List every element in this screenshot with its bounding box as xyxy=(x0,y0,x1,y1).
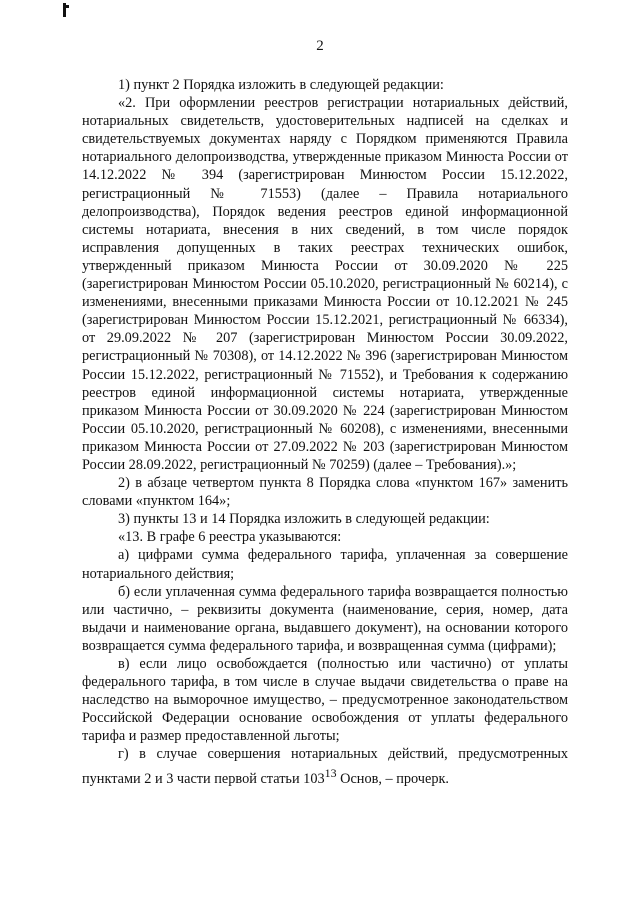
paragraph: б) если уплаченная сумма федерального тарифа возвращается полностью или частично, – реквизиты документа (наименование, серия, номер, дата выдачи и наименование органа, выдавшего документ), на основании которого возвращается сумма федерального тарифа, и возвращенная сумма (цифрами); xyxy=(82,583,568,654)
paragraph: 1) пункт 2 Порядка изложить в следующей редакции: xyxy=(118,77,444,93)
paragraph: «13. В графе 6 реестра указываются: xyxy=(118,529,342,546)
paragraph: в) если лицо освобождается (полностью или частично) от уплаты федерального тарифа, в том числе в случае выдачи свидетельства о праве на наследство на выморочное имущество, – предусмотренное законодательством Российской Федерации основание освобождения от уплаты федерального тарифа и размер предоставленной льготы; xyxy=(82,656,568,745)
paragraph: а) цифрами сумма федерального тарифа, уплаченная за совершение нотариального действия; xyxy=(82,547,568,582)
article-superscript: 13 xyxy=(324,765,337,780)
paragraph: 2) в абзаце четвертом пункта 8 Порядка слова «пунктом 167» заменить словами «пунктом 164»; xyxy=(82,475,568,510)
paragraph: «2. При оформлении реестров регистрации нотариальных действий, нотариальных свидетельств, удостоверительных надписей на сделках и свидетельствуемых документах наряду с Порядком применяются Правила нотариального делопроизводства, утвержденные приказом Минюста России от 14.12.2022 № 394 (зарегистрирован Минюстом России 15.12.2022, регистрационный № 71553) (далее – Правила нотариального делопроизводства), Порядок ведения реестров единой информационной системы нотариата, внесения в них сведений, в том числе порядок исправления допущенных в таких реестрах технических ошибок, утвержденный приказом Минюста России от 30.09.2020 № 225 (зарегистрирован Минюстом России 05.10.2020, регистрационный № 60214), с изменениями, внесенными приказами Минюста России от 10.12.2021 № 245 (зарегистрирован Минюстом России 15.12.2021, регистрационный № 66334), от 29.09.2022 № 207 (зарегистрирован Минюстом России 30.09.2022, регистрационный № 70308), от 14.12.2022 № 396 (зарегистрирован Минюстом России 15.12.2022, регистрационный № 71552), и Требования к содержанию реестров единой информационной системы нотариата, утвержденные приказом Минюста России от 30.09.2020 № 224 (зарегистрирован Минюстом России 05.10.2020, регистрационный № 60208), с изменениями, внесенными приказом Минюста России от 27.09.2022 № 203 (зарегистрирован Минюстом России 28.09.2022, регистрационный № 70259) (далее – Требования).»; xyxy=(82,95,568,473)
page-number: 2 xyxy=(316,38,324,54)
scan-mark xyxy=(63,3,66,17)
paragraph-last-text: г) в случае совершения нотариальных действий, предусмотренных пунктами 2 и 3 части первой статьи 103 xyxy=(82,746,568,787)
paragraph-last xyxy=(82,745,568,787)
paragraph: 3) пункты 13 и 14 Порядка изложить в следующей редакции: xyxy=(118,511,490,528)
document-body xyxy=(82,76,568,787)
paragraph-last-ending: Основ, – прочерк. xyxy=(336,770,449,787)
